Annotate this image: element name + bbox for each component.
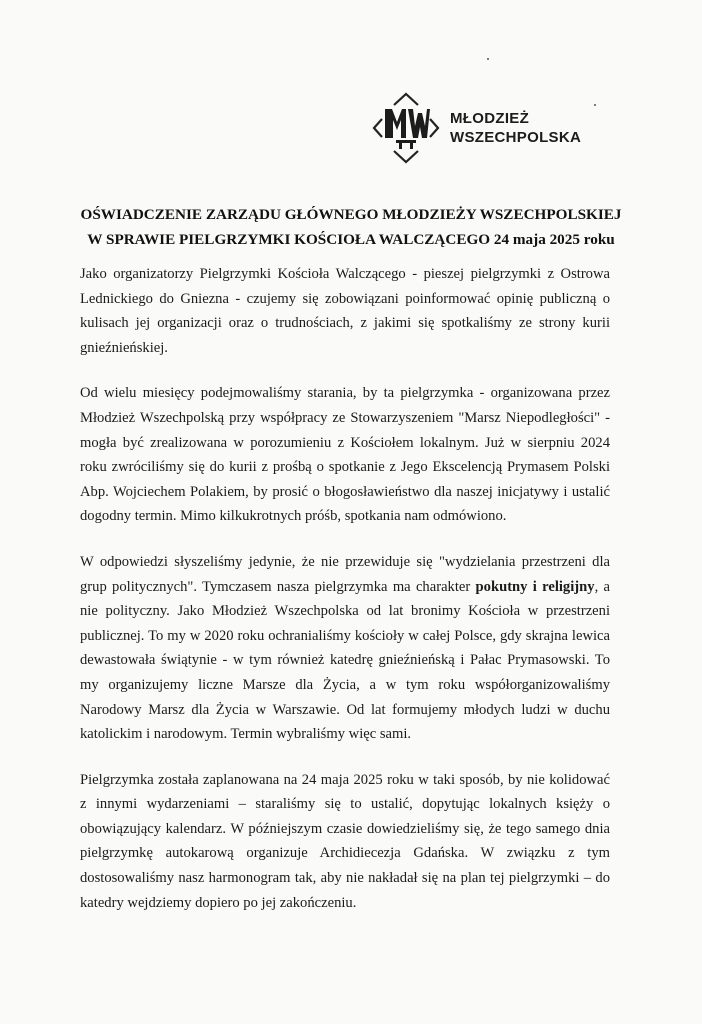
paragraph-2: Od wielu miesięcy podejmowaliśmy starania, by ta pielgrzymka - organizowana przez Młodzież Wszechpolską przy współpracy ze Stowarzyszeniem "Marsz Niepodległości" - mogła być zrealizowana w porozumieniu z Kościołem lokalnym. Już w sierpniu 2024 roku zwróciliśmy się do kurii z prośbą o spotkanie z Jego Ekscelencją Prymasem Polski Abp. Wojciechem Polakiem, by prosić o błogosławieństwo dla naszej inicjatywy i ustalić dogodny termin. Mimo kilkukrotnych próśb, spotkania nam odmówiono.: [80, 385, 610, 525]
scan-speck: [487, 58, 489, 60]
title-line-2: W SPRAWIE PIELGRZYMKI KOŚCIOŁA WALCZĄCEGO 24 maja 2025 roku: [87, 231, 615, 248]
logo-line-2: WSZECHPOLSKA: [450, 129, 582, 146]
paragraph-3-start: W odpowiedzi słyszeliśmy jedynie, że nie przewiduje się "wydzielania przestrzeni dla grup politycznych". Tymczasem nasza pielgrzymka ma charakter: [80, 553, 610, 595]
paragraph-3-end: , a nie polityczny. Jako Młodzież Wszechpolska od lat bronimy Kościoła w przestrzeni publicznej. To my w 2020 roku ochranialiśmy kościoły w całej Polsce, gdy skrajna lewica dewastowała świątynie - w tym również katedrę gnieźnieńską i Pałac Prymasowski. To my organizujemy liczne Marsze dla Życia, a w tym roku współorganizowaliśmy Narodowy Marsz dla Życia w Warszawie. Od lat formujemy młodych ludzi w duchu katolickim i narodowym. Termin wybraliśmy więc sami.: [80, 578, 610, 743]
logo-line-1: MŁODZIEŻ: [450, 110, 530, 127]
mw-monogram-icon: [372, 92, 440, 164]
paragraph-4: Pielgrzymka została zaplanowana na 24 maja 2025 roku w taki sposób, by nie kolidować z innymi wydarzeniami – staraliśmy się to ustalić, dopytując lokalnych księży o obowiązujący kalendarz. W późniejszym czasie dowiedzieliśmy się, że tego samego dnia pielgrzymkę autokarową organizuje Archidiecezja Gdańska. W związku z tym dostosowaliśmy nasz harmonogram tak, aby nie nakładał się na plan tej pielgrzymki – do katedry wejdziemy dopiero po jej zakończeniu.: [80, 771, 610, 911]
logo-wordmark: [450, 109, 581, 147]
paragraph-3-emphasis: pokutny i religijny: [475, 578, 595, 595]
organization-logo: [372, 92, 581, 164]
document-title: [40, 202, 662, 252]
paragraph-1: Jako organizatorzy Pielgrzymki Kościoła Walczącego - pieszej pielgrzymki z Ostrowa Lednickiego do Gniezna - czujemy się zobowiązani poinformować opinię publiczną o kulisach jej organizacji oraz o trudnościach, z jakimi się spotkaliśmy ze strony kurii gnieźnieńskiej.: [80, 266, 610, 356]
document-body: [80, 262, 610, 936]
paragraph-3: [80, 550, 610, 747]
scan-speck: [594, 104, 596, 106]
title-line-1: OŚWIADCZENIE ZARZĄDU GŁÓWNEGO MŁODZIEŻY WSZECHPOLSKIEJ: [80, 206, 622, 223]
